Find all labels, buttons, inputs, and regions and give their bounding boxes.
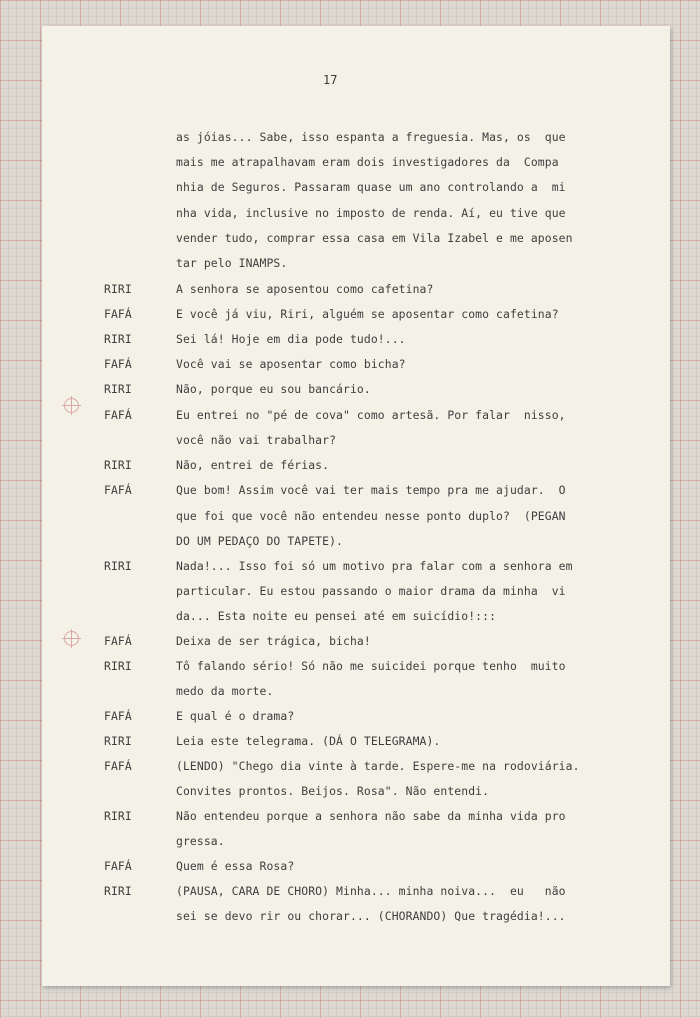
speaker-name: FAFÁ [104,859,132,873]
page-number: 17 [323,73,338,87]
speaker-name: FAFÁ [104,634,132,648]
script-line: Convites prontos. Beijos. Rosa". Não entendi. [176,784,490,798]
script-line: Quem é essa Rosa? [176,859,295,873]
speaker-name: RIRI [104,458,132,472]
speaker-name: FAFÁ [104,483,132,497]
script-line: particular. Eu estou passando o maior drama da minha vi [176,584,566,598]
speaker-name: RIRI [104,559,132,573]
registration-mark-icon [64,631,79,646]
script-line: Deixa de ser trágica, bicha! [176,634,371,648]
script-line: E qual é o drama? [176,709,295,723]
speaker-name: FAFÁ [104,357,132,371]
speaker-name: RIRI [104,809,132,823]
speaker-name: RIRI [104,884,132,898]
script-line: Não entendeu porque a senhora não sabe da minha vida pro [176,809,566,823]
script-line: da... Esta noite eu pensei até em suicídio!::: [176,609,497,623]
script-line: mais me atrapalhavam eram dois investigadores da Compa [176,155,559,169]
script-line: A senhora se aposentou como cafetina? [176,282,434,296]
script-line: Não, porque eu sou bancário. [176,382,371,396]
speaker-name: RIRI [104,282,132,296]
script-line: nha vida, inclusive no imposto de renda. Aí, eu tive que [176,206,566,220]
script-line: sei se devo rir ou chorar... (CHORANDO) Que tragédia!... [176,909,566,923]
speaker-name: RIRI [104,382,132,396]
script-line: gressa. [176,834,225,848]
script-line: vender tudo, comprar essa casa em Vila Izabel e me aposen [176,231,573,245]
script-line: você não vai trabalhar? [176,433,337,447]
typewritten-page [42,26,670,986]
script-line: (LENDO) "Chego dia vinte à tarde. Espere-me na rodoviária. [176,759,580,773]
script-line: Você vai se aposentar como bicha? [176,357,406,371]
script-line: Tô falando sério! Só não me suicidei porque tenho muito [176,659,566,673]
speaker-name: FAFÁ [104,408,132,422]
speaker-name: FAFÁ [104,709,132,723]
speaker-name: RIRI [104,734,132,748]
script-line: (PAUSA, CARA DE CHORO) Minha... minha noiva... eu não [176,884,566,898]
speaker-name: RIRI [104,332,132,346]
speaker-name: FAFÁ [104,307,132,321]
script-line: Não, entrei de férias. [176,458,330,472]
script-line: Eu entrei no "pé de cova" como artesã. Por falar nisso, [176,408,566,422]
registration-mark-icon [64,398,79,413]
script-line: Que bom! Assim você vai ter mais tempo pra me ajudar. O [176,483,566,497]
speaker-name: FAFÁ [104,759,132,773]
script-line: Sei lá! Hoje em dia pode tudo!... [176,332,406,346]
script-line: as jóias... Sabe, isso espanta a freguesia. Mas, os que [176,130,566,144]
script-line: DO UM PEDAÇO DO TAPETE). [176,534,343,548]
script-line: E você já viu, Riri, alguém se aposentar como cafetina? [176,307,559,321]
script-line: medo da morte. [176,684,274,698]
speaker-name: RIRI [104,659,132,673]
script-line: Leia este telegrama. (DÁ O TELEGRAMA). [176,734,441,748]
script-line: nhia de Seguros. Passaram quase um ano controlando a mi [176,180,566,194]
script-line: que foi que você não entendeu nesse ponto duplo? (PEGAN [176,509,566,523]
script-line: tar pelo INAMPS. [176,256,288,270]
script-line: Nada!... Isso foi só um motivo pra falar com a senhora em [176,559,573,573]
